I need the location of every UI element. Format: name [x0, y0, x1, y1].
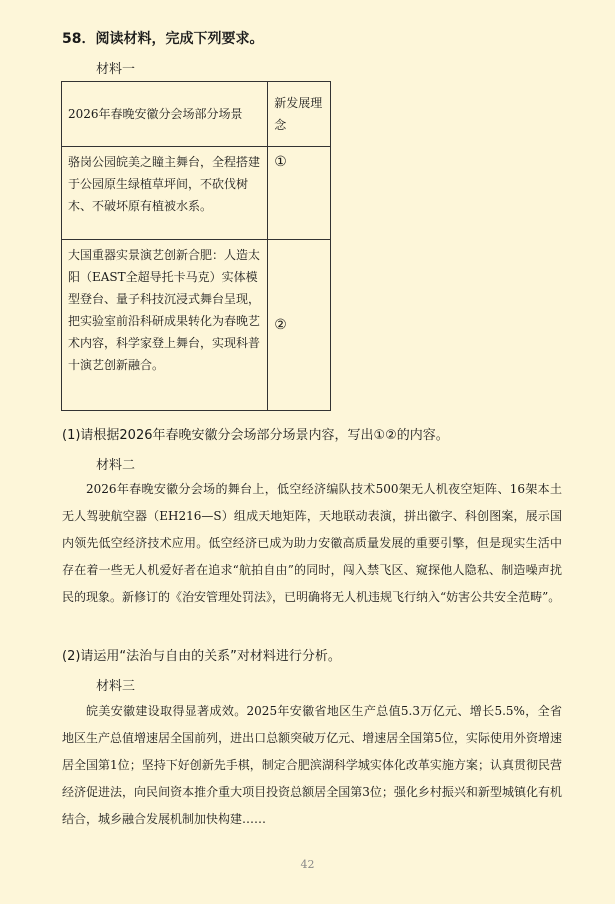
material1-table — [61, 81, 331, 411]
material2-label: 材料二 — [96, 458, 136, 473]
material3-text: 皖美安徽建设取得显著成效。2025年安徽省地区生产总值5.3万亿元、增长5.5%，全省地区生产总值增速居全国前列，进出口总额突破万亿元、增速居全国第5位，实际使用外资增速居全国第1位；坚持下好创新先手棋，制定合肥滨湖科学城实体化改革实施方案；认真贯彻民营经济促进法，向民间资本推介重大项目投资总额居全国第3位；强化乡村振兴和新型城镇化有机结合，城乡融合发展机制加快构建…… — [62, 704, 562, 826]
table-row — [62, 82, 331, 147]
page-number: 42 — [300, 858, 315, 871]
table-cell-scene: 大国重器实景演艺创新合肥：人造太阳（EAST全超导托卡马克）实体模型登台、量子科技沉浸式舞台呈现，把实验室前沿科研成果转化为春晚艺术内容，科学家登上舞台，实现科普十演艺创新融合。 — [62, 240, 268, 411]
table-cell-answer: ② — [268, 240, 331, 411]
table-header-concept: 新发展理念 — [268, 82, 331, 147]
table-header-scene: 2026年春晚安徽分会场部分场景 — [62, 82, 268, 147]
question-title: 58．阅读材料，完成下列要求。 — [62, 31, 264, 47]
table-cell-answer: ① — [268, 147, 331, 240]
table-row — [62, 240, 331, 411]
table-row — [62, 147, 331, 240]
sub-question-2: (2)请运用“法治与自由的关系”对材料进行分析。 — [62, 649, 341, 664]
material1-label: 材料一 — [96, 62, 136, 77]
sub-question-1: (1)请根据2026年春晚安徽分会场部分场景内容，写出①②的内容。 — [62, 428, 449, 443]
table-cell-scene: 骆岗公园皖美之瞳主舞台，全程搭建于公园原生绿植草坪间，不砍伐树木、不破坏原有植被水系。 — [62, 147, 268, 240]
material3-label: 材料三 — [96, 679, 136, 694]
material2-text: 2026年春晚安徽分会场的舞台上，低空经济编队技术500架无人机夜空矩阵、16架本土无人驾驶航空器（EH216—S）组成天地矩阵，天地联动表演，拼出徽字、科创图案，展示国内领先低空经济技术应用。低空经济已成为助力安徽高质量发展的重要引擎，但是现实生活中存在着一些无人机爱好者在追求“航拍自由”的同时，闯入禁飞区、窥探他人隐私、制造噪声扰民的现象。新修订的《治安管理处罚法》，已明确将无人机违规飞行纳入“妨害公共安全范畴”。 — [62, 482, 562, 604]
